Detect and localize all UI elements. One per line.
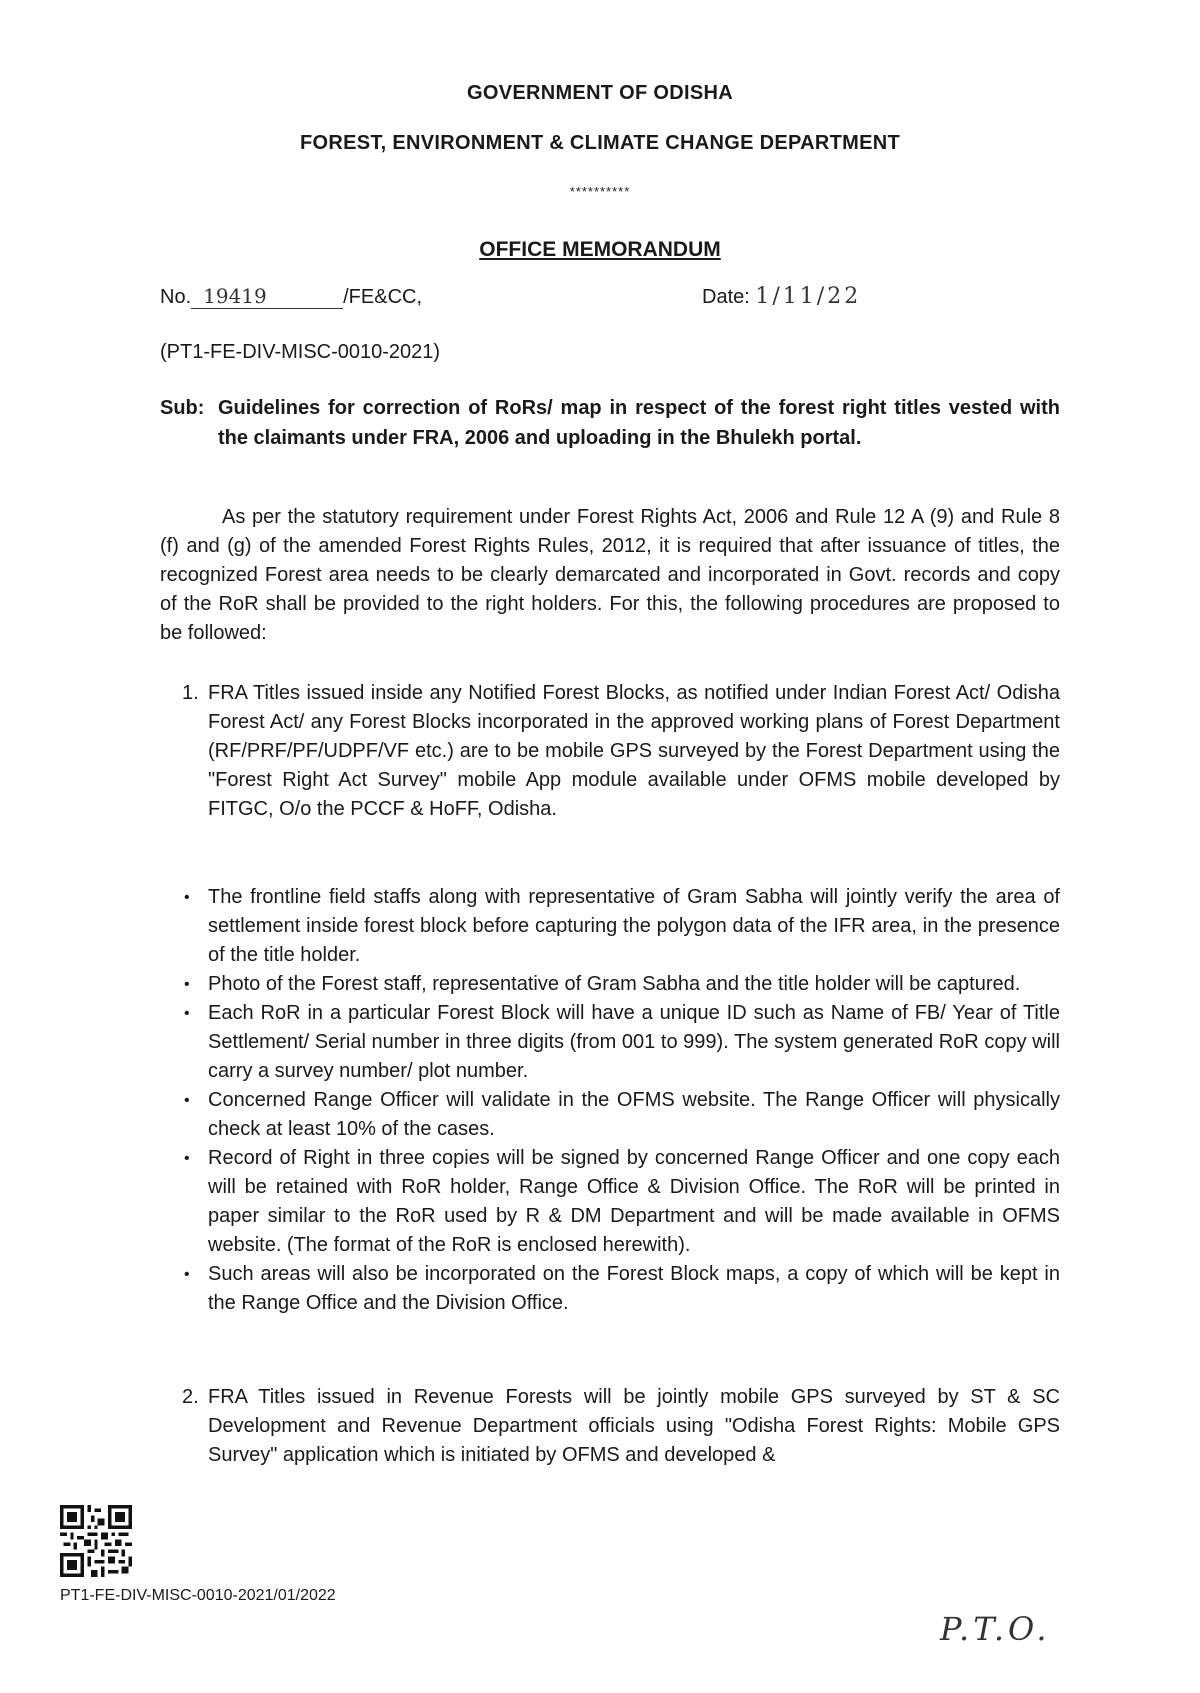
- bullet-dot-icon: •: [184, 1092, 190, 1109]
- department-heading: FOREST, ENVIRONMENT & CLIMATE CHANGE DEPARTMENT: [299, 132, 901, 154]
- memo-date-handwritten: 1/11/22: [755, 284, 862, 309]
- intro-paragraph: As per the statutory requirement under Forest Rights Act, 2006 and Rule 12 A (9) and Rule 8 (f) and (g) of the amended Forest Rights Rules, 2012, it is required that after issuance of titles, the recognized Forest area needs to be clearly demarcated and incorporated in Govt. records and copy of the RoR shall be provided to the right holders. For this, the following procedures are proposed to be followed:: [160, 506, 1060, 644]
- bullet-item: [182, 883, 1060, 970]
- separator-stars: **********: [569, 184, 631, 199]
- subject-block: [160, 393, 1060, 453]
- bullet-text: Photo of the Forest staff, representative of Gram Sabha and the title holder will be captured.: [208, 973, 1021, 995]
- memo-date-line: [702, 284, 861, 309]
- file-number: (PT1-FE-DIV-MISC-0010-2021): [160, 341, 441, 363]
- government-heading: GOVERNMENT OF ODISHA: [466, 82, 733, 104]
- bullet-item: [182, 1086, 1060, 1144]
- bullet-text: Each RoR in a particular Forest Block will have a unique ID such as Name of FB/ Year of Title Settlement/ Serial number in three digits (from 001 to 999). The system generated RoR copy will carry a survey number/ plot number.: [208, 1002, 1060, 1082]
- memo-number-label: No.: [160, 286, 192, 308]
- memo-date-label: Date:: [702, 286, 750, 308]
- bullet-dot-icon: •: [184, 976, 190, 993]
- footer-reference: PT1-FE-DIV-MISC-0010-2021/01/2022: [60, 1587, 336, 1604]
- bullet-text: Such areas will also be incorporated on the Forest Block maps, a copy of which will be kept in the Range Office and the Division Office.: [208, 1263, 1060, 1314]
- memo-number-handwritten: 19419: [191, 284, 343, 309]
- bullet-text: Concerned Range Officer will validate in the OFMS website. The Range Officer will physically check at least 10% of the cases.: [208, 1089, 1060, 1140]
- pto-handwritten: P.T.O.: [940, 1610, 1051, 1648]
- qr-code-icon: [60, 1505, 132, 1577]
- bullet-dot-icon: •: [184, 889, 190, 906]
- procedure-item-number: 2.: [182, 1386, 199, 1408]
- memo-number-line: [160, 284, 422, 309]
- bullet-text: The frontline field staffs along with representative of Gram Sabha will jointly verify the area of settlement inside forest block before capturing the polygon data of the IFR area, in the presence of the title holder.: [208, 886, 1060, 966]
- subject-text: Guidelines for correction of RoRs/ map in respect of the forest right titles vested with the claimants under FRA, 2006 and uploading in the Bhulekh portal.: [218, 397, 1060, 449]
- procedure-item-text: FRA Titles issued inside any Notified Forest Blocks, as notified under Indian Forest Act/ Odisha Forest Act/ any Forest Blocks incorporated in the approved working plans of Forest Department (RF/PRF/PF/UDPF/VF etc.) are to be mobile GPS surveyed by the Forest Department using the "Forest Right Act Survey" mobile App module available under OFMS mobile developed by FITGC, O/o the PCCF & HoFF, Odisha.: [208, 682, 1060, 820]
- bullet-dot-icon: •: [184, 1005, 190, 1022]
- bullet-text: Record of Right in three copies will be signed by concerned Range Officer and one copy each will be retained with RoR holder, Range Office & Division Office. The RoR will be printed in paper similar to the RoR used by R & DM Department and will be made available in OFMS website. (The format of the RoR is enclosed herewith).: [208, 1147, 1060, 1256]
- bullet-dot-icon: •: [184, 1150, 190, 1167]
- procedure-item-text: FRA Titles issued in Revenue Forests will be jointly mobile GPS surveyed by ST & SC Development and Revenue Department officials using "Odisha Forest Rights: Mobile GPS Survey" application which is initiated by OFMS and developed &: [208, 1386, 1060, 1466]
- subject-label: Sub:: [160, 397, 205, 419]
- bullet-item: [182, 1260, 1060, 1318]
- bullet-item: [182, 1144, 1060, 1260]
- procedure-bullet-list: [182, 883, 1060, 1318]
- procedure-item-2: [182, 1383, 1060, 1470]
- document-type-title: OFFICE MEMORANDUM: [479, 238, 721, 261]
- procedure-item-1: [182, 679, 1060, 824]
- bullet-dot-icon: •: [184, 1266, 190, 1283]
- bullet-item: [182, 999, 1060, 1086]
- procedure-item-number: 1.: [182, 682, 199, 704]
- memo-number-suffix: /FE&CC,: [343, 286, 423, 308]
- bullet-item: [182, 970, 1060, 999]
